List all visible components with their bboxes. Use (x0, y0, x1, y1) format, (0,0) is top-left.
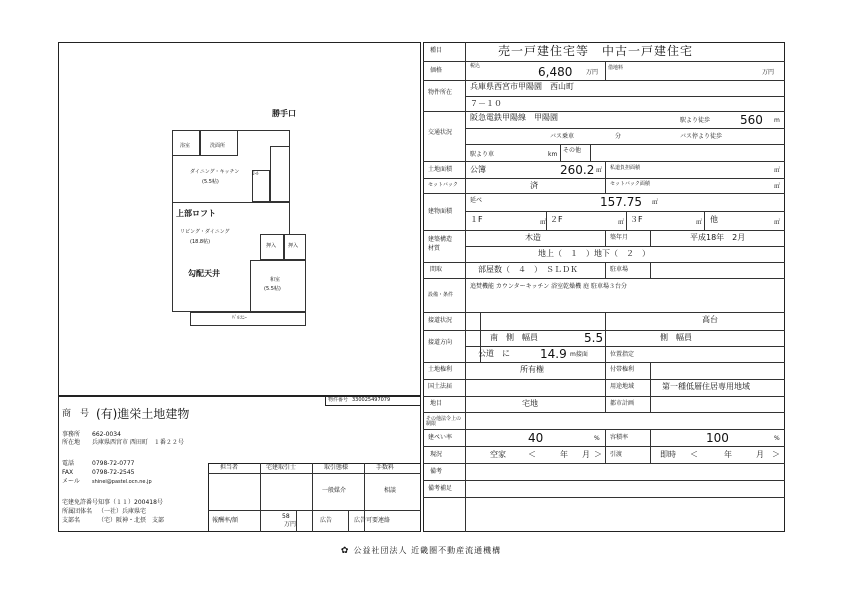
shogo-label: 商 号 (62, 409, 90, 419)
shozaichi-label: 所在地 (62, 439, 81, 446)
hoka-label: 他 (710, 215, 718, 224)
bukken-no: 330025497079 (352, 397, 391, 403)
kenri-label: 土地権利 (428, 366, 453, 373)
yoseki-label: 容積率 (610, 434, 629, 441)
kotsu-label: 交通状況 (428, 129, 453, 136)
eki-yori-label: 駅より車 (470, 151, 495, 158)
setsudo-label: 接道状況 (428, 317, 453, 324)
room-entrance (270, 146, 290, 202)
label-closet1: 押入 (266, 243, 277, 249)
toho-min: 560 (740, 113, 763, 127)
tochi-label: 土地面積 (428, 166, 453, 173)
shiyu-label: 私道負担面積 (610, 165, 641, 171)
setsudo-val: 高台 (702, 315, 718, 324)
mail[interactable]: shinei@pastel.ocn.ne.jp (92, 479, 152, 485)
nobe-label: 延べ (470, 197, 483, 204)
fun-label: 分 (615, 133, 622, 140)
setback-area-label: セットバック面積 (610, 181, 650, 187)
toshi-label: 都市計画 (610, 400, 635, 407)
genkyo-nen: 年 (560, 450, 568, 459)
tatemono-label: 建物面積 (428, 208, 453, 215)
zip: 662-0034 (92, 431, 121, 438)
shibu: （宅）阪神・北摂 支部 (98, 517, 165, 524)
tesuryo-label: 手数料 (376, 464, 395, 471)
kaisu: 地上（ １ ）地下（ ２ ） (538, 249, 650, 258)
zairyo-label: 材質 (428, 245, 441, 252)
chikunen-label: 築年月 (610, 234, 629, 241)
ad-label: 広告 (320, 517, 333, 524)
label-tatami: 和室 (270, 277, 281, 283)
f3-unit: ㎡ (696, 219, 703, 226)
floorplan (160, 110, 310, 330)
chimoku: 宅地 (522, 399, 538, 408)
shumoku: 売一戸建住宅等 中古一戸建住宅 (498, 44, 694, 58)
hikiwatashi-label: 引渡 (610, 451, 623, 458)
f2-label: ２F (550, 215, 563, 224)
label-balcony: ﾊﾞﾙｺﾆｰ (232, 315, 248, 321)
hikiwatashi-gt: ＞ (772, 450, 780, 459)
madori-label: 間取 (430, 266, 443, 273)
yoto: 第一種低層住居専用地域 (662, 382, 750, 391)
tanto-label: 担当者 (220, 464, 239, 471)
setsumen: 14.9 (540, 347, 567, 361)
balcony (190, 312, 306, 326)
f3-label: ３F (630, 215, 643, 224)
wall-segment (172, 202, 290, 203)
tel: 0798-72-0777 (92, 460, 135, 467)
label-kobai: 勾配天井 (188, 269, 220, 278)
license: 知事（１１）200418号 (98, 499, 163, 506)
hoka-joken-label: その他法令上の制限 (426, 416, 462, 427)
nichi-unit: 万円 (284, 521, 297, 528)
dantai: （一社）兵庫県宅 (98, 508, 147, 515)
adno-label: 広告可要連絡 (354, 517, 391, 524)
genkyo-lt: ＜ (528, 450, 536, 459)
torihiki-label: 取引態様 (324, 464, 349, 471)
label-loft: 上部ロフト (176, 209, 216, 218)
property-address: 兵庫県西宮市甲陽園 西山町 (470, 82, 574, 91)
f2-unit: ㎡ (618, 219, 625, 226)
kokudo-label: 国土法届 (428, 383, 453, 390)
kenri: 所有権 (520, 365, 544, 374)
biko2-label: 備考補足 (428, 485, 453, 492)
hoko-label: 接道方向 (428, 339, 453, 346)
genkyo-gt: ＞ (594, 450, 602, 459)
label-living: リビング・ダイニング (180, 229, 230, 235)
dir2: 側 幅員 (660, 333, 692, 342)
nobe-unit: ㎡ (652, 199, 659, 206)
sonota-label: その他 (563, 147, 582, 154)
shibu-label: 支部名 (62, 517, 81, 524)
chikunen: 平成18年 2月 (690, 233, 746, 242)
label-katteguchi: 勝手口 (272, 109, 296, 118)
baikai: 一般媒介 (322, 487, 347, 494)
bus-toho-label: バス停より徒歩 (680, 133, 723, 140)
f1-label: １F (470, 215, 483, 224)
kenpei-label: 建ぺい率 (428, 434, 453, 441)
parking-label: 駐車場 (610, 266, 629, 273)
bus-ride-label: バス乗車 (550, 133, 575, 140)
futai-label: 付帯権利 (610, 366, 635, 373)
mail-label: メール (62, 478, 80, 485)
hikiwatashi-lt: ＜ (690, 450, 698, 459)
tochi-area: 260.2 (560, 163, 595, 177)
nobe-area: 157.75 (600, 195, 642, 209)
property-address2: ７－１０ (470, 99, 502, 108)
hikiwatashi: 即時 (660, 450, 676, 459)
company-address: 兵庫県西宮市 西田町 １番２２号 (92, 439, 184, 446)
genkyo-label: 現況 (430, 451, 443, 458)
yoseki-unit: % (774, 435, 780, 442)
yoseki: 100 (706, 431, 729, 445)
kenpei: 40 (528, 431, 544, 445)
hikiwatashi-nen: 年 (724, 450, 732, 459)
label-dk: ダイニング・キッチン (190, 169, 240, 175)
dantai-label: 所属団体名 (62, 508, 93, 515)
license-label: 宅建免許番号 (62, 499, 99, 506)
setback: 済 (530, 181, 538, 190)
madori: 部屋数（ ４ ） ＳＬＤＫ (478, 265, 578, 274)
kakaku-label: 価格 (430, 67, 443, 74)
label-r: ﾛ-ﾙ (252, 171, 259, 177)
footer (0, 538, 842, 557)
tochi-unit: ㎡ (596, 167, 603, 174)
manen2: 万円 (762, 69, 775, 76)
setsubi-label: 設備・条件 (428, 292, 454, 298)
fax: 0798-72-2545 (92, 469, 135, 476)
footer-text: 公益社団法人 近畿圏不動産流通機構 (353, 546, 502, 555)
footer-logo-icon: ✿ (340, 546, 349, 556)
price-unit: 万円 (586, 69, 599, 76)
kozo: 木造 (525, 233, 541, 242)
houshu-label: 報酬率/額 (212, 517, 239, 524)
jimusho-label: 事務所 (62, 431, 81, 438)
kozo-label: 建築構造 (428, 236, 453, 243)
kakaku-sub: 税込 (470, 63, 481, 69)
label-bath: 浴室 (180, 143, 191, 149)
shumoku-label: 種目 (430, 47, 443, 54)
sodan: 相談 (384, 487, 397, 494)
line: 阪急電鉄甲陽線 甲陽園 (470, 113, 558, 122)
kobo-label: 公簿 (470, 165, 486, 174)
label-living-size: (18.8帖) (190, 239, 211, 245)
tel-label: 電話 (62, 460, 75, 467)
yoto-label: 用途地域 (610, 383, 635, 390)
bukken-no-label: 物件番号 (328, 397, 349, 403)
chimoku-label: 地目 (430, 400, 443, 407)
kenpei-unit: % (594, 435, 600, 442)
label-dk-size: (5.5帖) (202, 179, 219, 185)
shiyu-unit: ㎡ (774, 167, 781, 174)
setback-label: セットバック (428, 182, 458, 188)
shakuchi-label: 借地料 (608, 65, 624, 71)
kakunin-label: 宅建取引士 (266, 464, 297, 471)
hoka-unit: ㎡ (774, 219, 781, 226)
genkyo-gatsu: 月 (582, 450, 590, 459)
width1: 5.5 (584, 331, 604, 345)
label-closet2: 押入 (288, 243, 299, 249)
nichi: 58 (282, 513, 290, 520)
shozaichi-label: 物件所在 (428, 89, 453, 96)
km-label: km (548, 151, 558, 158)
setback-area-unit: ㎡ (774, 183, 781, 190)
kodo: 公道 に (478, 349, 510, 358)
ichi-label: 位置指定 (610, 351, 635, 358)
fax-label: FAX (62, 469, 74, 476)
setsumen-unit: m接面 (570, 351, 588, 358)
genkyo: 空家 (490, 450, 506, 459)
eki-toho-label: 駅より徒歩 (680, 117, 711, 124)
f1-unit: ㎡ (540, 219, 547, 226)
setsubi: 追焚機能 カウンターキッチン 浴室乾燥機 庭 駐車場３台分 (470, 283, 627, 290)
label-washroom: 洗面所 (210, 143, 226, 149)
price: 6,480 (538, 65, 573, 79)
label-tatami-size: (5.5帖) (264, 286, 281, 292)
toho-unit: m (774, 117, 780, 124)
hikiwatashi-gatsu: 月 (756, 450, 764, 459)
dir1: 南 側 幅員 (490, 333, 538, 342)
shogo: (有)進栄土地建物 (96, 407, 190, 421)
biko-label: 備考 (430, 468, 443, 475)
